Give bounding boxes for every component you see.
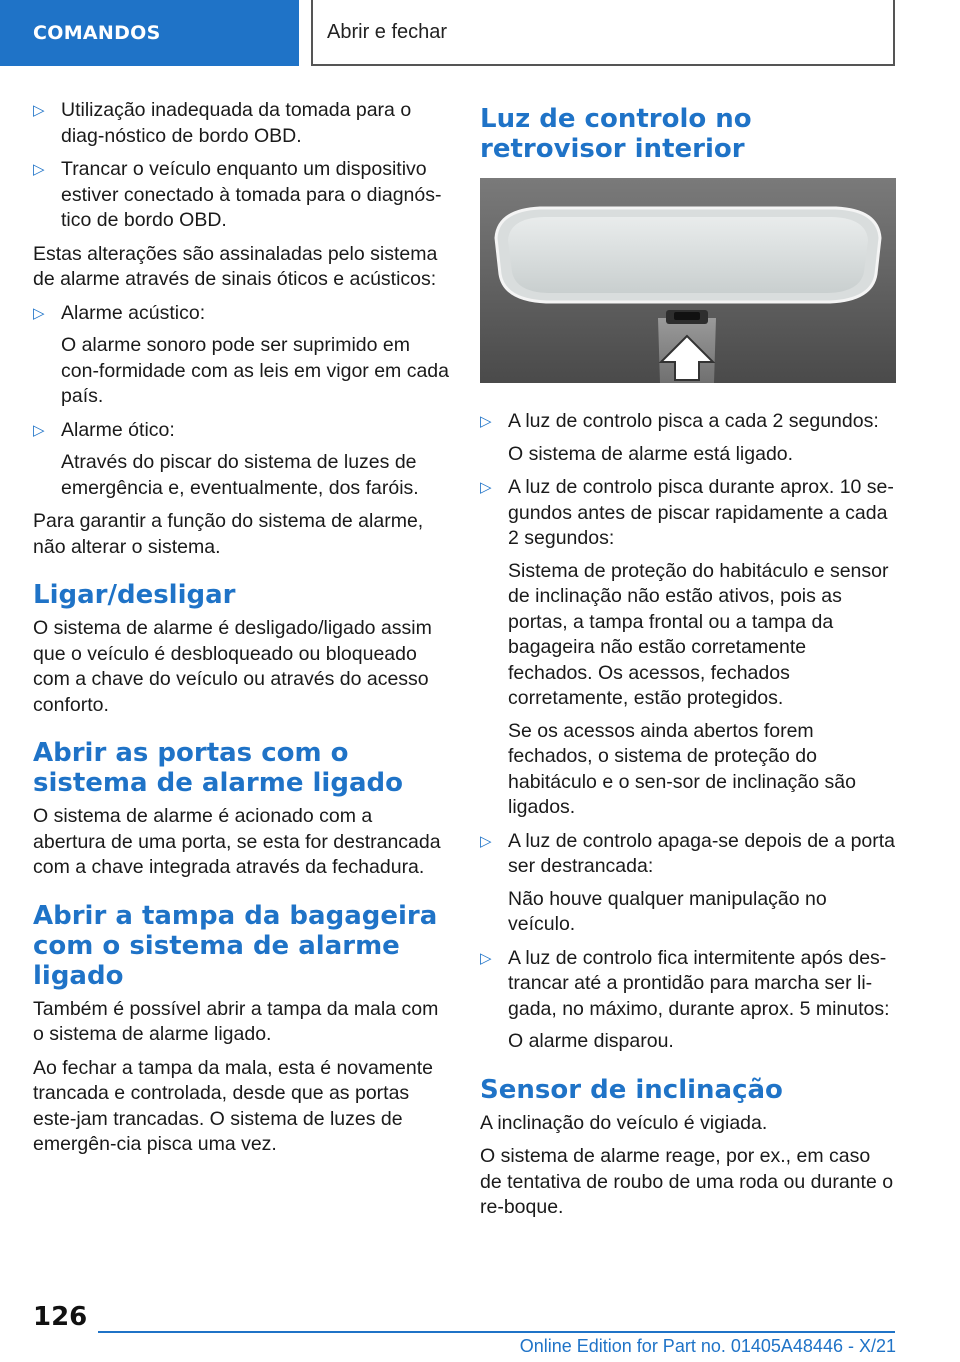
bullet-title: Alarme acústico: [61, 301, 206, 324]
bullet-text: Através do piscar do sistema de luzes de emergência e, eventualmente, dos faróis. [61, 451, 419, 499]
bullet-text: O alarme sonoro pode ser suprimido em con‐formidade com as leis em vigor em cada país. [61, 334, 449, 407]
tilt-paragraph-1: A inclinação do veículo é vigiada. [480, 1111, 768, 1134]
bullet-title: A luz de controlo pisca durante aprox. 10 se‐gundos antes de piscar rapidamente a cada 2 segundos: [508, 476, 894, 549]
bullet-text: O sistema de alarme está ligado. [508, 442, 794, 465]
bullet-text: Não houve qualquer manipulação no veículo. [508, 887, 827, 935]
triangle-bullet-icon: ▷ [33, 161, 45, 178]
list-item [480, 946, 896, 1055]
guarantee-paragraph: Para garantir a função do sistema de alarme, não alterar o sistema. [33, 510, 424, 558]
list-item [33, 157, 449, 234]
tilt-paragraph-2: O sistema de alarme reage, por ex., em caso de tentativa de roubo de uma roda ou durante o re‐boque. [480, 1145, 894, 1218]
bullet-title: A luz de controlo apaga-se depois de a porta ser destrancada: [508, 829, 896, 877]
bullet-text: O alarme disparou. [508, 1030, 674, 1052]
heading-open-doors: Abrir as portas com o sistema de alarme ligado [33, 738, 403, 798]
on-off-paragraph: O sistema de alarme é desligado/ligado assim que o veículo é desbloqueado ou bloqueado com a chave do veículo ou através do acesso conforto. [33, 617, 432, 716]
list-item [480, 409, 896, 467]
footer-divider [98, 1331, 895, 1333]
trunk-paragraph-2: Ao fechar a tampa da mala, esta é novamente trancada e controlada, desde que as portas este‐jam trancadas. O sistema de luzes de emergên‐cia pisca uma vez. [33, 1056, 433, 1155]
bullet-text: Sistema de proteção do habitáculo e sensor de inclinação não estão ativos, pois as portas, a tampa frontal ou a tampa da bagageira não estão corretamente fechados. Os acessos, fechados corretamente, estão protegidos. [508, 559, 889, 709]
edition-footer: Online Edition for Part no. 01405A48446 - X/21 [519, 1336, 896, 1356]
trunk-paragraph-1: Também é possível abrir a tampa da mala com o sistema de alarme ligado. [33, 997, 439, 1045]
triangle-bullet-icon: ▷ [33, 102, 45, 119]
rearview-mirror-illustration [480, 178, 896, 383]
heading-control-light: Luz de controlo no retrovisor interior [480, 104, 752, 164]
triangle-bullet-icon: ▷ [480, 832, 492, 850]
open-doors-paragraph: O sistema de alarme é acionado com a abertura de uma porta, se esta for destrancada com a chave integrada através da fechadura. [33, 805, 441, 878]
topic-title: Abrir e fechar [327, 20, 448, 43]
bullet-text: Utilização inadequada da tomada para o diag‐nóstico de bordo OBD. [61, 99, 412, 147]
heading-tilt-sensor: Sensor de inclinação [480, 1074, 783, 1105]
page-number: 126 [33, 1302, 88, 1332]
bullet-title: A luz de controlo fica intermitente após des‐trancar até a prontidão para marcha ser li‐gada, no máximo, durante aprox. 5 minutos: [508, 946, 890, 1020]
right-column [480, 98, 896, 1229]
heading-on-off: Ligar/desligar [33, 580, 236, 610]
triangle-bullet-icon: ▷ [33, 304, 45, 322]
triangle-bullet-icon: ▷ [480, 413, 492, 430]
bullet-text: Se os acessos ainda abertos forem fechados, o sistema de proteção do habitáculo e o sen‐sor de inclinação são ligados. [508, 719, 856, 818]
triangle-bullet-icon: ▷ [480, 479, 492, 496]
triangle-bullet-icon: ▷ [480, 949, 492, 967]
intro-paragraph: Estas alterações são assinaladas pelo sistema de alarme através de sinais óticos e acústicos: [33, 242, 438, 290]
bullet-title: A luz de controlo pisca a cada 2 segundos: [508, 410, 879, 432]
heading-open-trunk: Abrir a tampa da bagageira com o sistema de alarme ligado [33, 900, 438, 991]
section-tab: COMANDOS [0, 0, 299, 66]
topic-header [311, 0, 895, 66]
list-item [33, 301, 449, 410]
list-item [33, 98, 449, 149]
bullet-title: Alarme ótico: [61, 418, 175, 441]
list-item [480, 475, 896, 821]
list-item [480, 829, 896, 938]
bullet-text: Trancar o veículo enquanto um dispositivo estiver conectado à tomada para o diagnós‐tico de bordo OBD. [61, 158, 442, 231]
triangle-bullet-icon: ▷ [33, 421, 45, 439]
left-column [33, 98, 449, 1166]
list-item [33, 418, 449, 502]
